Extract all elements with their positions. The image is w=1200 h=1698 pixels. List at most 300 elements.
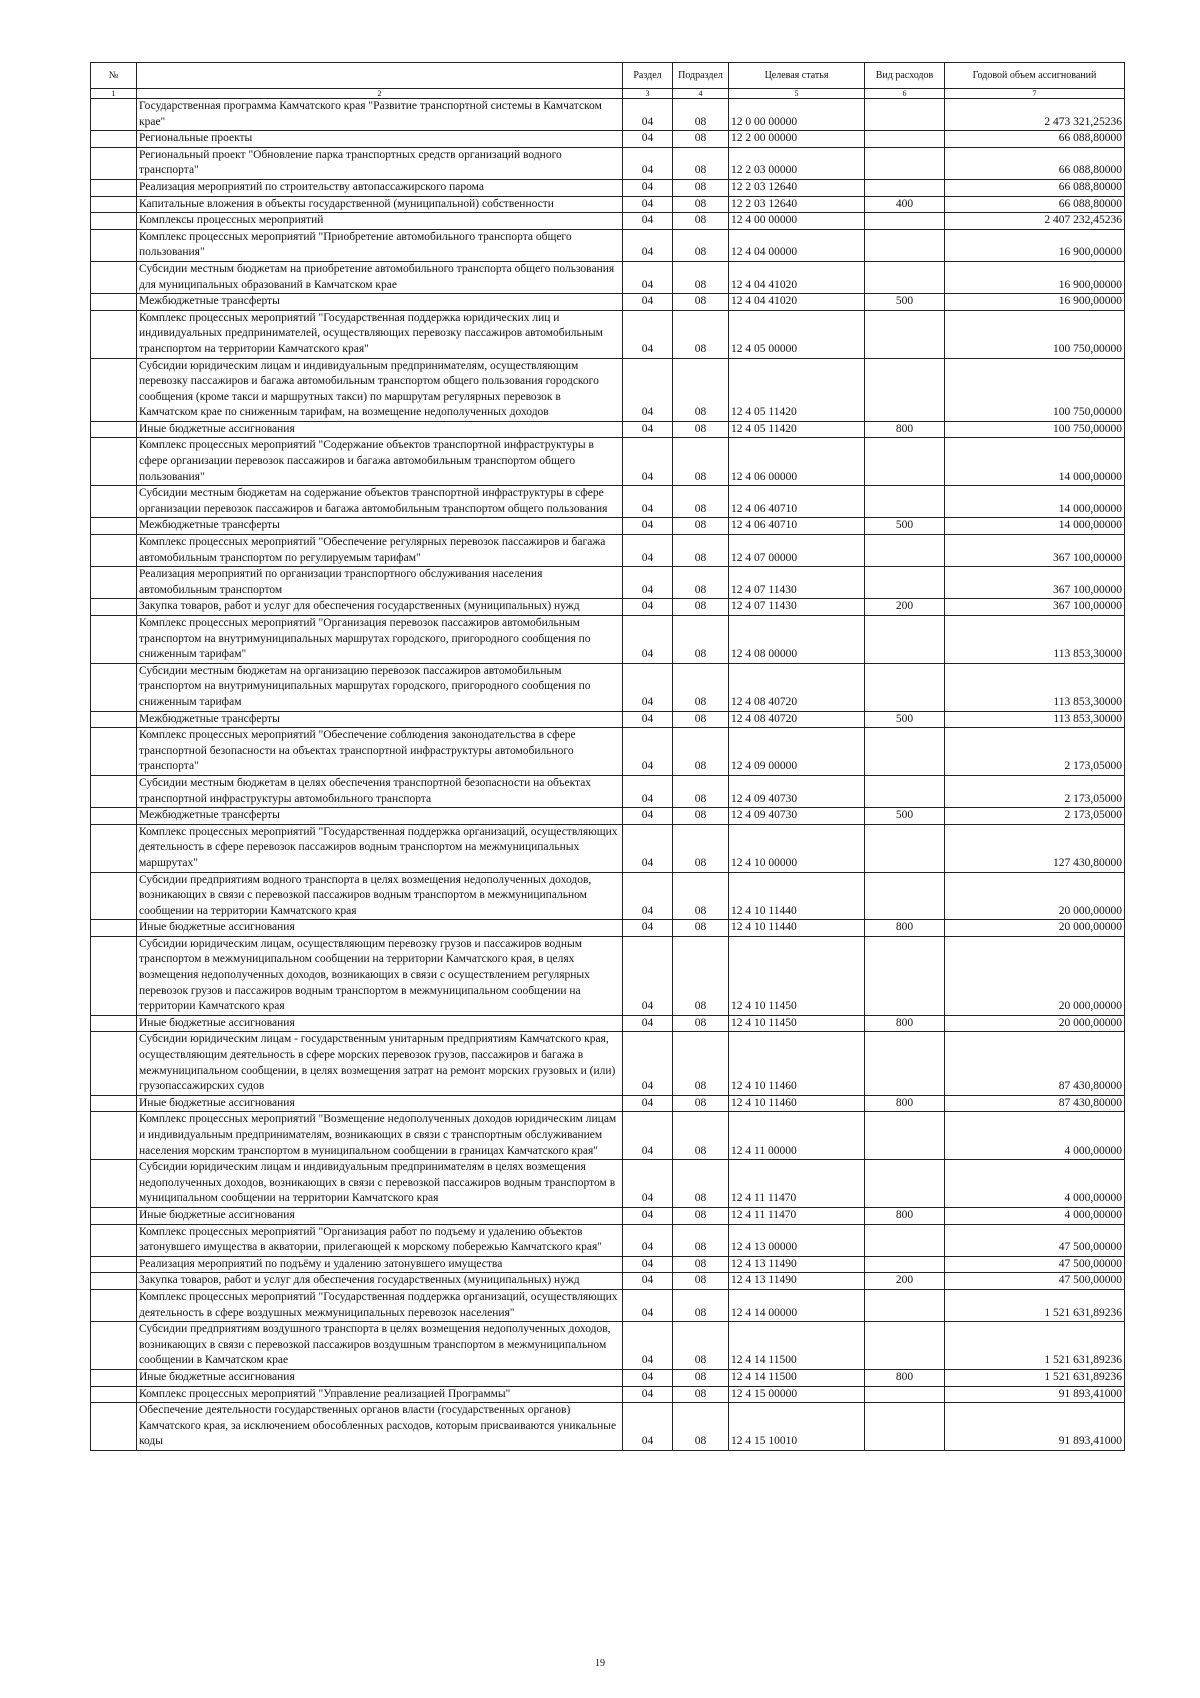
table-row	[91, 567, 1125, 599]
expense-type-cell	[865, 131, 945, 148]
razdel-cell: 04	[623, 486, 673, 518]
table-row	[91, 213, 1125, 230]
item-name-cell: Субсидии юридическим лицам и индивидуальным предпринимателям в целях возмещения недополученных доходов, возникающих в связи с перевозкой пассажиров водным транспортом в муниципальном сообщении на территории Камчатского края	[137, 1160, 623, 1208]
amount-cell: 1 521 631,89236	[945, 1322, 1125, 1370]
item-name-cell: Комплекс процессных мероприятий "Государственная поддержка организаций, осуществляющих деятельность в сфере воздушных межмуниципальных перевозок населения"	[137, 1289, 623, 1321]
amount-cell: 16 900,00000	[945, 261, 1125, 293]
table-row	[91, 1207, 1125, 1224]
row-number-cell	[91, 1112, 137, 1160]
podrazdel-cell: 08	[673, 936, 729, 1015]
expense-type-cell: 500	[865, 711, 945, 728]
podrazdel-cell: 08	[673, 1369, 729, 1386]
item-name-cell: Государственная программа Камчатского края "Развитие транспортной системы в Камчатском крае"	[137, 99, 623, 131]
amount-cell: 87 430,80000	[945, 1032, 1125, 1095]
item-name-cell: Субсидии местным бюджетам на содержание объектов транспортной инфраструктуры в сфере организации перевозок пассажиров и багажа автомобильным транспортом общего пользования	[137, 486, 623, 518]
expense-type-cell	[865, 1256, 945, 1273]
table-row	[91, 1112, 1125, 1160]
table-row	[91, 99, 1125, 131]
podrazdel-cell: 08	[673, 599, 729, 616]
amount-cell: 2 473 321,25236	[945, 99, 1125, 131]
podrazdel-cell: 08	[673, 213, 729, 230]
amount-cell: 87 430,80000	[945, 1095, 1125, 1112]
item-name-cell: Региональный проект "Обновление парка транспортных средств организаций водного транспорта"	[137, 147, 623, 179]
amount-cell: 2 173,05000	[945, 808, 1125, 825]
amount-cell: 14 000,00000	[945, 438, 1125, 486]
item-name-cell: Комплекс процессных мероприятий "Обеспечение соблюдения законодательства в сфере транспортной безопасности на объектах транспортной инфраструктуры автомобильного транспорта"	[137, 728, 623, 776]
row-number-cell	[91, 711, 137, 728]
header-annual-amount: Годовой объем ассигнований	[945, 63, 1125, 89]
target-article-cell: 12 4 09 00000	[729, 728, 865, 776]
document-sheet	[90, 62, 1124, 1451]
razdel-cell: 04	[623, 99, 673, 131]
item-name-cell: Комплекс процессных мероприятий "Государственная поддержка организаций, осуществляющих деятельность в сфере перевозок пассажиров водным транспортом на межмуниципальных маршрутах"	[137, 824, 623, 872]
table-row	[91, 1256, 1125, 1273]
table-row	[91, 711, 1125, 728]
row-number-cell	[91, 663, 137, 711]
expense-type-cell	[865, 261, 945, 293]
amount-cell: 16 900,00000	[945, 294, 1125, 311]
expense-type-cell: 500	[865, 518, 945, 535]
target-article-cell: 12 4 11 00000	[729, 1112, 865, 1160]
target-article-cell: 12 4 10 11440	[729, 872, 865, 920]
razdel-cell: 04	[623, 438, 673, 486]
podrazdel-cell: 08	[673, 196, 729, 213]
podrazdel-cell: 08	[673, 1015, 729, 1032]
table-row	[91, 1015, 1125, 1032]
podrazdel-cell: 08	[673, 567, 729, 599]
amount-cell: 91 893,41000	[945, 1386, 1125, 1403]
expense-type-cell	[865, 310, 945, 358]
row-number-cell	[91, 1386, 137, 1403]
razdel-cell: 04	[623, 936, 673, 1015]
item-name-cell: Комплекс процессных мероприятий "Организация работ по подъему и удалению объектов затонувшего имущества в акватории, прилегающей к морскому побережью Камчатского края"	[137, 1224, 623, 1256]
item-name-cell: Иные бюджетные ассигнования	[137, 1207, 623, 1224]
razdel-cell: 04	[623, 261, 673, 293]
expense-type-cell	[865, 1289, 945, 1321]
razdel-cell: 04	[623, 131, 673, 148]
amount-cell: 16 900,00000	[945, 229, 1125, 261]
expense-type-cell	[865, 616, 945, 664]
razdel-cell: 04	[623, 1112, 673, 1160]
target-article-cell: 12 4 08 00000	[729, 616, 865, 664]
column-number: 5	[729, 89, 865, 99]
row-number-cell	[91, 421, 137, 438]
target-article-cell: 12 4 13 11490	[729, 1256, 865, 1273]
row-number-cell	[91, 229, 137, 261]
target-article-cell: 12 4 15 00000	[729, 1386, 865, 1403]
razdel-cell: 04	[623, 808, 673, 825]
target-article-cell: 12 4 09 40730	[729, 808, 865, 825]
target-article-cell: 12 2 03 00000	[729, 147, 865, 179]
table-row	[91, 808, 1125, 825]
row-number-cell	[91, 1289, 137, 1321]
razdel-cell: 04	[623, 1095, 673, 1112]
expense-type-cell	[865, 179, 945, 196]
podrazdel-cell: 08	[673, 358, 729, 421]
podrazdel-cell: 08	[673, 131, 729, 148]
expense-type-cell	[865, 147, 945, 179]
razdel-cell: 04	[623, 872, 673, 920]
item-name-cell: Комплекс процессных мероприятий "Содержание объектов транспортной инфраструктуры в сфере организации перевозок пассажиров и багажа автомобильным транспортом общего пользования"	[137, 438, 623, 486]
item-name-cell: Закупка товаров, работ и услуг для обеспечения государственных (муниципальных) нужд	[137, 1273, 623, 1290]
target-article-cell: 12 4 10 11460	[729, 1032, 865, 1095]
razdel-cell: 04	[623, 518, 673, 535]
column-number: 4	[673, 89, 729, 99]
table-row	[91, 1224, 1125, 1256]
table-header-row	[91, 63, 1125, 89]
table-row	[91, 775, 1125, 807]
amount-cell: 2 173,05000	[945, 728, 1125, 776]
expense-type-cell	[865, 775, 945, 807]
target-article-cell: 12 4 06 00000	[729, 438, 865, 486]
table-row	[91, 421, 1125, 438]
row-number-cell	[91, 1256, 137, 1273]
expense-type-cell	[865, 229, 945, 261]
target-article-cell: 12 4 10 11460	[729, 1095, 865, 1112]
target-article-cell: 12 4 06 40710	[729, 486, 865, 518]
amount-cell: 367 100,00000	[945, 567, 1125, 599]
header-number: №	[91, 63, 137, 89]
expense-type-cell: 800	[865, 1095, 945, 1112]
item-name-cell: Субсидии местным бюджетам на организацию перевозок пассажиров автомобильным транспортом на внутримуниципальных маршрутах городского, пригородного сообщения по сниженным тарифам	[137, 663, 623, 711]
razdel-cell: 04	[623, 310, 673, 358]
item-name-cell: Иные бюджетные ассигнования	[137, 421, 623, 438]
expense-type-cell: 800	[865, 421, 945, 438]
amount-cell: 20 000,00000	[945, 920, 1125, 937]
target-article-cell: 12 4 07 11430	[729, 567, 865, 599]
razdel-cell: 04	[623, 1015, 673, 1032]
target-article-cell: 12 4 14 11500	[729, 1322, 865, 1370]
header-name	[137, 63, 623, 89]
row-number-cell	[91, 599, 137, 616]
header-razdel: Раздел	[623, 63, 673, 89]
podrazdel-cell: 08	[673, 808, 729, 825]
podrazdel-cell: 08	[673, 920, 729, 937]
expense-type-cell	[865, 1160, 945, 1208]
item-name-cell: Иные бюджетные ассигнования	[137, 1369, 623, 1386]
table-row	[91, 1403, 1125, 1451]
amount-cell: 127 430,80000	[945, 824, 1125, 872]
expense-type-cell	[865, 535, 945, 567]
row-number-cell	[91, 358, 137, 421]
podrazdel-cell: 08	[673, 438, 729, 486]
podrazdel-cell: 08	[673, 1273, 729, 1290]
budget-table	[90, 62, 1125, 1451]
row-number-cell	[91, 1015, 137, 1032]
target-article-cell: 12 2 03 12640	[729, 196, 865, 213]
expense-type-cell: 400	[865, 196, 945, 213]
table-row	[91, 147, 1125, 179]
item-name-cell: Комплекс процессных мероприятий "Государственная поддержка юридических лиц и индивидуальных предпринимателей, осуществляющих перевозку пассажиров автомобильным транспортом на территории Камчатского края"	[137, 310, 623, 358]
expense-type-cell: 800	[865, 1207, 945, 1224]
podrazdel-cell: 08	[673, 872, 729, 920]
target-article-cell: 12 4 05 00000	[729, 310, 865, 358]
target-article-cell: 12 4 13 00000	[729, 1224, 865, 1256]
table-row	[91, 518, 1125, 535]
amount-cell: 4 000,00000	[945, 1160, 1125, 1208]
podrazdel-cell: 08	[673, 147, 729, 179]
target-article-cell: 12 4 07 00000	[729, 535, 865, 567]
item-name-cell: Реализация мероприятий по организации транспортного обслуживания населения автомобильным транспортом	[137, 567, 623, 599]
page-number: 19	[595, 1658, 605, 1669]
amount-cell: 14 000,00000	[945, 486, 1125, 518]
target-article-cell: 12 4 07 11430	[729, 599, 865, 616]
target-article-cell: 12 0 00 00000	[729, 99, 865, 131]
expense-type-cell	[865, 1112, 945, 1160]
table-row	[91, 728, 1125, 776]
amount-cell: 4 000,00000	[945, 1112, 1125, 1160]
expense-type-cell: 500	[865, 294, 945, 311]
table-row	[91, 131, 1125, 148]
table-row	[91, 1289, 1125, 1321]
row-number-cell	[91, 131, 137, 148]
row-number-cell	[91, 872, 137, 920]
target-article-cell: 12 4 10 11450	[729, 1015, 865, 1032]
item-name-cell: Межбюджетные трансферты	[137, 711, 623, 728]
amount-cell: 1 521 631,89236	[945, 1289, 1125, 1321]
razdel-cell: 04	[623, 294, 673, 311]
podrazdel-cell: 08	[673, 421, 729, 438]
row-number-cell	[91, 616, 137, 664]
target-article-cell: 12 4 14 11500	[729, 1369, 865, 1386]
row-number-cell	[91, 1224, 137, 1256]
podrazdel-cell: 08	[673, 1224, 729, 1256]
razdel-cell: 04	[623, 599, 673, 616]
table-row	[91, 486, 1125, 518]
target-article-cell: 12 4 04 41020	[729, 261, 865, 293]
razdel-cell: 04	[623, 1032, 673, 1095]
podrazdel-cell: 08	[673, 824, 729, 872]
target-article-cell: 12 4 09 40730	[729, 775, 865, 807]
podrazdel-cell: 08	[673, 261, 729, 293]
item-name-cell: Комплекс процессных мероприятий "Приобретение автомобильного транспорта общего пользования"	[137, 229, 623, 261]
target-article-cell: 12 4 11 11470	[729, 1207, 865, 1224]
target-article-cell: 12 4 10 11450	[729, 936, 865, 1015]
razdel-cell: 04	[623, 535, 673, 567]
razdel-cell: 04	[623, 567, 673, 599]
expense-type-cell: 800	[865, 1369, 945, 1386]
item-name-cell: Комплекс процессных мероприятий "Управление реализацией Программы"	[137, 1386, 623, 1403]
row-number-cell	[91, 824, 137, 872]
podrazdel-cell: 08	[673, 1032, 729, 1095]
amount-cell: 113 853,30000	[945, 616, 1125, 664]
amount-cell: 20 000,00000	[945, 1015, 1125, 1032]
amount-cell: 4 000,00000	[945, 1207, 1125, 1224]
podrazdel-cell: 08	[673, 1160, 729, 1208]
podrazdel-cell: 08	[673, 1095, 729, 1112]
table-row	[91, 1369, 1125, 1386]
row-number-cell	[91, 99, 137, 131]
podrazdel-cell: 08	[673, 1322, 729, 1370]
expense-type-cell	[865, 936, 945, 1015]
column-number-row	[91, 89, 1125, 99]
item-name-cell: Обеспечение деятельности государственных органов власти (государственных органов) Камчатского края, за исключением обособленных расходов, которым присваиваются уникальные коды	[137, 1403, 623, 1451]
amount-cell: 66 088,80000	[945, 147, 1125, 179]
item-name-cell: Региональные проекты	[137, 131, 623, 148]
header-target-article: Целевая статья	[729, 63, 865, 89]
amount-cell: 113 853,30000	[945, 711, 1125, 728]
item-name-cell: Закупка товаров, работ и услуг для обеспечения государственных (муниципальных) нужд	[137, 599, 623, 616]
razdel-cell: 04	[623, 1207, 673, 1224]
item-name-cell: Комплекс процессных мероприятий "Возмещение недополученных доходов юридическим лицам и индивидуальным предпринимателям, возникающих в связи с транспортным обслуживанием населения морским транспортом в муниципальном сообщении в границах Камчатского края"	[137, 1112, 623, 1160]
amount-cell: 47 500,00000	[945, 1256, 1125, 1273]
table-row	[91, 1032, 1125, 1095]
expense-type-cell	[865, 1386, 945, 1403]
razdel-cell: 04	[623, 616, 673, 664]
item-name-cell: Субсидии юридическим лицам и индивидуальным предпринимателям, осуществляющим перевозку пассажиров и багажа автомобильным транспортом общего пользования городского сообщения (кроме такси и маршрутных такси) по маршрутам регулярных перевозок в Камчатском крае по сниженным тарифам, на возмещение недополученных доходов	[137, 358, 623, 421]
item-name-cell: Субсидии предприятиям водного транспорта в целях возмещения недополученных доходов, возникающих в связи с перевозкой пассажиров водным транспортом в межмуниципальном сообщении на территории Камчатского края	[137, 872, 623, 920]
table-row	[91, 310, 1125, 358]
podrazdel-cell: 08	[673, 486, 729, 518]
podrazdel-cell: 08	[673, 711, 729, 728]
row-number-cell	[91, 261, 137, 293]
razdel-cell: 04	[623, 1256, 673, 1273]
podrazdel-cell: 08	[673, 294, 729, 311]
expense-type-cell	[865, 567, 945, 599]
expense-type-cell: 200	[865, 1273, 945, 1290]
row-number-cell	[91, 728, 137, 776]
target-article-cell: 12 4 04 41020	[729, 294, 865, 311]
row-number-cell	[91, 567, 137, 599]
expense-type-cell	[865, 486, 945, 518]
expense-type-cell: 500	[865, 808, 945, 825]
row-number-cell	[91, 486, 137, 518]
item-name-cell: Иные бюджетные ассигнования	[137, 1015, 623, 1032]
expense-type-cell	[865, 1032, 945, 1095]
amount-cell: 66 088,80000	[945, 179, 1125, 196]
item-name-cell: Субсидии местным бюджетам на приобретение автомобильного транспорта общего пользования для муниципальных образований в Камчатском крае	[137, 261, 623, 293]
expense-type-cell	[865, 1403, 945, 1451]
header-podrazdel: Подраздел	[673, 63, 729, 89]
podrazdel-cell: 08	[673, 775, 729, 807]
target-article-cell: 12 4 08 40720	[729, 711, 865, 728]
item-name-cell: Межбюджетные трансферты	[137, 294, 623, 311]
amount-cell: 14 000,00000	[945, 518, 1125, 535]
amount-cell: 100 750,00000	[945, 421, 1125, 438]
row-number-cell	[91, 775, 137, 807]
item-name-cell: Реализация мероприятий по подъёму и удалению затонувшего имущества	[137, 1256, 623, 1273]
podrazdel-cell: 08	[673, 1386, 729, 1403]
column-number: 1	[91, 89, 137, 99]
podrazdel-cell: 08	[673, 728, 729, 776]
table-row	[91, 535, 1125, 567]
table-row	[91, 1386, 1125, 1403]
target-article-cell: 12 4 08 40720	[729, 663, 865, 711]
row-number-cell	[91, 179, 137, 196]
razdel-cell: 04	[623, 421, 673, 438]
table-row	[91, 1322, 1125, 1370]
expense-type-cell	[865, 358, 945, 421]
expense-type-cell	[865, 99, 945, 131]
row-number-cell	[91, 936, 137, 1015]
item-name-cell: Иные бюджетные ассигнования	[137, 920, 623, 937]
table-row	[91, 599, 1125, 616]
item-name-cell: Комплекс процессных мероприятий "Обеспечение регулярных перевозок пассажиров и багажа автомобильным транспортом по регулируемым тарифам"	[137, 535, 623, 567]
table-row	[91, 1273, 1125, 1290]
row-number-cell	[91, 1032, 137, 1095]
expense-type-cell	[865, 824, 945, 872]
target-article-cell: 12 4 00 00000	[729, 213, 865, 230]
amount-cell: 47 500,00000	[945, 1273, 1125, 1290]
expense-type-cell	[865, 728, 945, 776]
amount-cell: 20 000,00000	[945, 936, 1125, 1015]
razdel-cell: 04	[623, 229, 673, 261]
podrazdel-cell: 08	[673, 1112, 729, 1160]
row-number-cell	[91, 438, 137, 486]
razdel-cell: 04	[623, 196, 673, 213]
podrazdel-cell: 08	[673, 1289, 729, 1321]
row-number-cell	[91, 213, 137, 230]
podrazdel-cell: 08	[673, 229, 729, 261]
razdel-cell: 04	[623, 728, 673, 776]
table-row	[91, 936, 1125, 1015]
item-name-cell: Субсидии предприятиям воздушного транспорта в целях возмещения недополученных доходов, возникающих в связи с перевозкой пассажиров воздушным транспортом в межмуниципальном сообщении в Камчатском крае	[137, 1322, 623, 1370]
item-name-cell: Реализация мероприятий по строительству автопассажирского парома	[137, 179, 623, 196]
podrazdel-cell: 08	[673, 518, 729, 535]
row-number-cell	[91, 1322, 137, 1370]
row-number-cell	[91, 196, 137, 213]
amount-cell: 113 853,30000	[945, 663, 1125, 711]
item-name-cell: Межбюджетные трансферты	[137, 518, 623, 535]
row-number-cell	[91, 1095, 137, 1112]
razdel-cell: 04	[623, 920, 673, 937]
table-row	[91, 438, 1125, 486]
amount-cell: 367 100,00000	[945, 535, 1125, 567]
razdel-cell: 04	[623, 711, 673, 728]
item-name-cell: Субсидии юридическим лицам, осуществляющим перевозку грузов и пассажиров водным транспортом в межмуниципальном сообщении на территории Камчатского края, в целях возмещения недополученных доходов, возникающих в связи с осуществлением регулярных перевозок грузов и пассажиров водным транспортом в межмуниципальном сообщении на территории Камчатского края	[137, 936, 623, 1015]
amount-cell: 367 100,00000	[945, 599, 1125, 616]
row-number-cell	[91, 147, 137, 179]
target-article-cell: 12 4 05 11420	[729, 421, 865, 438]
table-row	[91, 1095, 1125, 1112]
table-row	[91, 824, 1125, 872]
row-number-cell	[91, 294, 137, 311]
podrazdel-cell: 08	[673, 663, 729, 711]
target-article-cell: 12 4 15 10010	[729, 1403, 865, 1451]
table-row	[91, 920, 1125, 937]
razdel-cell: 04	[623, 1273, 673, 1290]
amount-cell: 100 750,00000	[945, 358, 1125, 421]
podrazdel-cell: 08	[673, 1256, 729, 1273]
expense-type-cell	[865, 663, 945, 711]
razdel-cell: 04	[623, 824, 673, 872]
header-expense-type: Вид расходов	[865, 63, 945, 89]
razdel-cell: 04	[623, 179, 673, 196]
table-body	[91, 99, 1125, 1451]
row-number-cell	[91, 1160, 137, 1208]
expense-type-cell: 200	[865, 599, 945, 616]
table-row	[91, 261, 1125, 293]
podrazdel-cell: 08	[673, 1403, 729, 1451]
expense-type-cell: 800	[865, 920, 945, 937]
table-row	[91, 616, 1125, 664]
item-name-cell: Субсидии юридическим лицам - государственным унитарным предприятиям Камчатского края, осуществляющим деятельность в сфере морских перевозок грузов, пассажиров и багажа в межмуниципальном сообщении, в целях возмещения затрат на ремонт морских грузовых и (или) грузопассажирских судов	[137, 1032, 623, 1095]
amount-cell: 1 521 631,89236	[945, 1369, 1125, 1386]
target-article-cell: 12 2 03 12640	[729, 179, 865, 196]
expense-type-cell	[865, 213, 945, 230]
table-row	[91, 196, 1125, 213]
target-article-cell: 12 4 06 40710	[729, 518, 865, 535]
razdel-cell: 04	[623, 663, 673, 711]
expense-type-cell	[865, 872, 945, 920]
target-article-cell: 12 4 10 11440	[729, 920, 865, 937]
amount-cell: 66 088,80000	[945, 131, 1125, 148]
expense-type-cell	[865, 1322, 945, 1370]
amount-cell: 100 750,00000	[945, 310, 1125, 358]
target-article-cell: 12 4 13 11490	[729, 1273, 865, 1290]
podrazdel-cell: 08	[673, 99, 729, 131]
expense-type-cell	[865, 438, 945, 486]
